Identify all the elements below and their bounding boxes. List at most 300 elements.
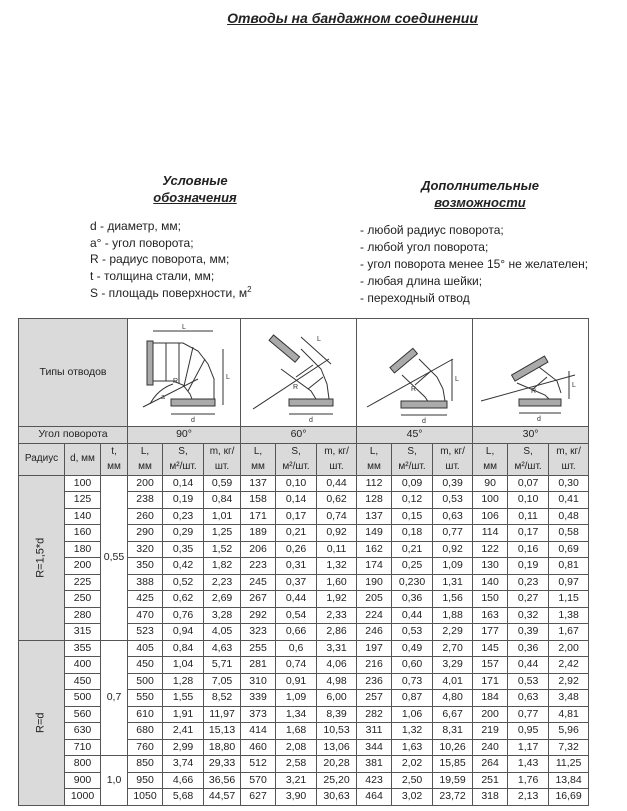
value-cell: 0,41 xyxy=(549,492,589,509)
value-cell: 310 xyxy=(241,673,276,690)
diagram-label-r: R xyxy=(173,378,179,385)
value-cell: 0,31 xyxy=(276,558,317,575)
value-cell: 470 xyxy=(128,607,163,624)
d-cell: 180 xyxy=(65,541,101,558)
value-cell: 177 xyxy=(473,624,508,641)
value-cell: 1,01 xyxy=(204,508,241,525)
value-cell: 4,06 xyxy=(317,657,357,674)
value-cell: 206 xyxy=(241,541,276,558)
value-cell: 163 xyxy=(473,607,508,624)
value-cell: 200 xyxy=(473,706,508,723)
value-cell: 0,26 xyxy=(276,541,317,558)
value-cell: 149 xyxy=(357,525,392,542)
value-cell: 7,05 xyxy=(204,673,241,690)
value-cell: 8,39 xyxy=(317,706,357,723)
value-cell: 0,07 xyxy=(508,475,549,492)
value-cell: 157 xyxy=(473,657,508,674)
value-cell: 0,09 xyxy=(392,475,433,492)
d-cell: 160 xyxy=(65,525,101,542)
value-cell: 0,52 xyxy=(163,574,204,591)
value-cell: 122 xyxy=(473,541,508,558)
value-cell: 0,74 xyxy=(317,508,357,525)
angle-45: 45° xyxy=(357,427,473,444)
value-cell: 251 xyxy=(473,772,508,789)
value-cell: 610 xyxy=(128,706,163,723)
value-cell: 0,69 xyxy=(549,541,589,558)
value-cell: 512 xyxy=(241,756,276,773)
option-item: - любой угол поворота; xyxy=(360,240,489,254)
table-row xyxy=(19,756,589,773)
value-cell: 2,86 xyxy=(317,624,357,641)
diagram-label-l: L xyxy=(572,382,576,389)
value-cell: 0,39 xyxy=(433,475,473,492)
column-header-row xyxy=(19,443,589,475)
value-cell: 950 xyxy=(128,772,163,789)
angle-row xyxy=(19,427,589,444)
d-cell: 450 xyxy=(65,673,101,690)
m-header: m, кг/ шт. xyxy=(317,443,357,475)
value-cell: 238 xyxy=(128,492,163,509)
value-cell: 0,12 xyxy=(392,492,433,509)
value-cell: 1,06 xyxy=(392,706,433,723)
diagram-label-l: L xyxy=(317,336,321,343)
elbow-30-icon xyxy=(473,319,589,426)
value-cell: 4,80 xyxy=(433,690,473,707)
value-cell: 0,21 xyxy=(276,525,317,542)
value-cell: 2,42 xyxy=(549,657,589,674)
value-cell: 0,18 xyxy=(392,525,433,542)
legend-item: S - площадь поверхности, $м^2$ xyxy=(90,284,252,300)
diagram-label-d: d xyxy=(309,417,313,424)
value-cell: 0,62 xyxy=(163,591,204,608)
value-cell: 264 xyxy=(473,756,508,773)
m-header: m, кг/ шт. xyxy=(204,443,241,475)
m-header: m, кг/ шт. xyxy=(433,443,473,475)
value-cell: 1,28 xyxy=(163,673,204,690)
value-cell: 6,67 xyxy=(433,706,473,723)
value-cell: 0,63 xyxy=(508,690,549,707)
legend-item: t - толщина стали, мм; xyxy=(90,269,215,284)
value-cell: 0,66 xyxy=(276,624,317,641)
value-cell: 8,52 xyxy=(204,690,241,707)
value-cell: 0,6 xyxy=(276,640,317,657)
value-cell: 1,15 xyxy=(549,591,589,608)
value-cell: 2,50 xyxy=(392,772,433,789)
diagram-label-d: d xyxy=(537,416,541,423)
value-cell: 311 xyxy=(357,723,392,740)
value-cell: 0,48 xyxy=(549,508,589,525)
value-cell: 44,57 xyxy=(204,789,241,806)
l-header: L, мм xyxy=(473,443,508,475)
value-cell: 3,90 xyxy=(276,789,317,806)
value-cell: 344 xyxy=(357,739,392,756)
diagram-label-r: R xyxy=(531,388,537,395)
value-cell: 0,92 xyxy=(317,525,357,542)
types-row xyxy=(19,319,589,427)
value-cell: 36,56 xyxy=(204,772,241,789)
value-cell: 0,19 xyxy=(163,492,204,509)
elbow-45-diagram xyxy=(357,319,473,427)
value-cell: 450 xyxy=(128,657,163,674)
value-cell: 3,48 xyxy=(549,690,589,707)
value-cell: 216 xyxy=(357,657,392,674)
d-cell: 250 xyxy=(65,591,101,608)
value-cell: 4,01 xyxy=(433,673,473,690)
value-cell: 320 xyxy=(128,541,163,558)
s-header: S, м²/шт. xyxy=(276,443,317,475)
value-cell: 388 xyxy=(128,574,163,591)
value-cell: 0,29 xyxy=(163,525,204,542)
value-cell: 1,32 xyxy=(317,558,357,575)
value-cell: 162 xyxy=(357,541,392,558)
value-cell: 4,66 xyxy=(163,772,204,789)
value-cell: 197 xyxy=(357,640,392,657)
value-cell: 1,52 xyxy=(204,541,241,558)
value-cell: 5,96 xyxy=(549,723,589,740)
value-cell: 0,44 xyxy=(508,657,549,674)
value-cell: 150 xyxy=(473,591,508,608)
l-header: L, мм xyxy=(241,443,276,475)
elbow-90-icon xyxy=(128,319,239,426)
d-cell: 100 xyxy=(65,475,101,492)
value-cell: 15,85 xyxy=(433,756,473,773)
value-cell: 1,63 xyxy=(392,739,433,756)
legend-heading-line1: Условные xyxy=(162,173,228,188)
value-cell: 1,17 xyxy=(508,739,549,756)
d-cell: 800 xyxy=(65,756,101,773)
value-cell: 0,53 xyxy=(392,624,433,641)
value-cell: 0,230 xyxy=(392,574,433,591)
value-cell: 224 xyxy=(357,607,392,624)
value-cell: 570 xyxy=(241,772,276,789)
value-cell: 1,09 xyxy=(433,558,473,575)
value-cell: 0,10 xyxy=(276,475,317,492)
value-cell: 1,31 xyxy=(433,574,473,591)
value-cell: 2,08 xyxy=(276,739,317,756)
value-cell: 3,28 xyxy=(204,607,241,624)
legend-item: d - диаметр, мм; xyxy=(90,219,181,233)
value-cell: 381 xyxy=(357,756,392,773)
value-cell: 0,53 xyxy=(433,492,473,509)
d-cell: 500 xyxy=(65,690,101,707)
value-cell: 5,71 xyxy=(204,657,241,674)
diagram-label-l: L xyxy=(455,376,459,383)
value-cell: 2,23 xyxy=(204,574,241,591)
elbow-90-diagram xyxy=(128,319,241,427)
d-cell: 200 xyxy=(65,558,101,575)
value-cell: 0,37 xyxy=(276,574,317,591)
value-cell: 3,02 xyxy=(392,789,433,806)
value-cell: 1,88 xyxy=(433,607,473,624)
types-label: Типы отводов xyxy=(19,319,128,427)
value-cell: 29,33 xyxy=(204,756,241,773)
l-header: L, мм xyxy=(357,443,392,475)
value-cell: 0,44 xyxy=(392,607,433,624)
option-item: - любая длина шейки; xyxy=(360,274,483,288)
value-cell: 0,54 xyxy=(276,607,317,624)
value-cell: 2,02 xyxy=(392,756,433,773)
value-cell: 0,44 xyxy=(317,475,357,492)
value-cell: 0,21 xyxy=(392,541,433,558)
d-cell: 125 xyxy=(65,492,101,509)
option-item: - любой радиус поворота; xyxy=(360,223,504,237)
t-header: t, мм xyxy=(101,443,128,475)
value-cell: 260 xyxy=(128,508,163,525)
value-cell: 15,13 xyxy=(204,723,241,740)
value-cell: 523 xyxy=(128,624,163,641)
value-cell: 140 xyxy=(473,574,508,591)
value-cell: 0,11 xyxy=(317,541,357,558)
value-cell: 1,92 xyxy=(317,591,357,608)
value-cell: 0,23 xyxy=(163,508,204,525)
value-cell: 257 xyxy=(357,690,392,707)
radius-cell: R=1,5*d xyxy=(19,475,65,640)
value-cell: 0,60 xyxy=(392,657,433,674)
s-header: S, м²/шт. xyxy=(163,443,204,475)
s-header: S, м²/шт. xyxy=(392,443,433,475)
option-item: - переходный отвод xyxy=(360,291,470,305)
value-cell: 1,09 xyxy=(276,690,317,707)
value-cell: 11,97 xyxy=(204,706,241,723)
value-cell: 760 xyxy=(128,739,163,756)
value-cell: 4,63 xyxy=(204,640,241,657)
d-cell: 140 xyxy=(65,508,101,525)
value-cell: 282 xyxy=(357,706,392,723)
value-cell: 0,23 xyxy=(508,574,549,591)
value-cell: 7,32 xyxy=(549,739,589,756)
value-cell: 128 xyxy=(357,492,392,509)
value-cell: 0,11 xyxy=(508,508,549,525)
value-cell: 184 xyxy=(473,690,508,707)
diagram-label-r: R xyxy=(293,384,299,391)
page-title: Отводы на бандажном соединении xyxy=(227,10,478,26)
options-heading-line1: Дополнительные xyxy=(421,178,539,193)
value-cell: 0,27 xyxy=(508,591,549,608)
l-header: L, мм xyxy=(128,443,163,475)
value-cell: 281 xyxy=(241,657,276,674)
value-cell: 0,10 xyxy=(508,492,549,509)
value-cell: 145 xyxy=(473,640,508,657)
value-cell: 0,19 xyxy=(508,558,549,575)
value-cell: 1,56 xyxy=(433,591,473,608)
value-cell: 19,59 xyxy=(433,772,473,789)
elbow-45-icon xyxy=(357,319,472,426)
value-cell: 0,42 xyxy=(163,558,204,575)
d-cell: 400 xyxy=(65,657,101,674)
value-cell: 100 xyxy=(473,492,508,509)
d-cell: 225 xyxy=(65,574,101,591)
value-cell: 0,76 xyxy=(163,607,204,624)
d-cell: 1000 xyxy=(65,789,101,806)
value-cell: 0,44 xyxy=(276,591,317,608)
value-cell: 0,62 xyxy=(317,492,357,509)
spec-table xyxy=(18,318,589,806)
value-cell: 550 xyxy=(128,690,163,707)
table-row xyxy=(19,640,589,657)
value-cell: 1,91 xyxy=(163,706,204,723)
value-cell: 246 xyxy=(357,624,392,641)
legend-list xyxy=(90,218,252,302)
value-cell: 0,17 xyxy=(508,525,549,542)
diagram-label-l: L xyxy=(182,324,186,331)
table-row xyxy=(19,475,589,492)
value-cell: 223 xyxy=(241,558,276,575)
value-cell: 1,25 xyxy=(204,525,241,542)
value-cell: 0,15 xyxy=(392,508,433,525)
value-cell: 0,30 xyxy=(549,475,589,492)
value-cell: 1,38 xyxy=(549,607,589,624)
value-cell: 0,53 xyxy=(508,673,549,690)
radius-cell: R=d xyxy=(19,640,65,805)
value-cell: 16,69 xyxy=(549,789,589,806)
value-cell: 0,95 xyxy=(508,723,549,740)
value-cell: 13,06 xyxy=(317,739,357,756)
angle-60: 60° xyxy=(241,427,357,444)
value-cell: 0,92 xyxy=(433,541,473,558)
value-cell: 1050 xyxy=(128,789,163,806)
value-cell: 219 xyxy=(473,723,508,740)
value-cell: 25,20 xyxy=(317,772,357,789)
value-cell: 4,98 xyxy=(317,673,357,690)
value-cell: 0,81 xyxy=(549,558,589,575)
value-cell: 373 xyxy=(241,706,276,723)
value-cell: 3,74 xyxy=(163,756,204,773)
value-cell: 0,97 xyxy=(549,574,589,591)
value-cell: 1,76 xyxy=(508,772,549,789)
value-cell: 10,53 xyxy=(317,723,357,740)
value-cell: 90 xyxy=(473,475,508,492)
value-cell: 627 xyxy=(241,789,276,806)
value-cell: 112 xyxy=(357,475,392,492)
value-cell: 1,82 xyxy=(204,558,241,575)
elbow-30-diagram xyxy=(473,319,589,427)
value-cell: 3,29 xyxy=(433,657,473,674)
angle-label: Угол поворота xyxy=(19,427,128,444)
value-cell: 0,84 xyxy=(163,640,204,657)
value-cell: 292 xyxy=(241,607,276,624)
value-cell: 2,29 xyxy=(433,624,473,641)
value-cell: 680 xyxy=(128,723,163,740)
value-cell: 5,68 xyxy=(163,789,204,806)
d-cell: 900 xyxy=(65,772,101,789)
t-cell: 0,55 xyxy=(101,475,128,640)
value-cell: 255 xyxy=(241,640,276,657)
value-cell: 2,41 xyxy=(163,723,204,740)
m-header: m, кг/ шт. xyxy=(549,443,589,475)
diagram-label-d: d xyxy=(191,417,195,424)
value-cell: 0,17 xyxy=(276,508,317,525)
legend-item: R - радиус поворота, мм; xyxy=(90,252,230,267)
value-cell: 20,28 xyxy=(317,756,357,773)
radius-header: Радиус xyxy=(19,443,65,475)
value-cell: 460 xyxy=(241,739,276,756)
value-cell: 323 xyxy=(241,624,276,641)
value-cell: 2,69 xyxy=(204,591,241,608)
value-cell: 0,49 xyxy=(392,640,433,657)
value-cell: 1,55 xyxy=(163,690,204,707)
value-cell: 6,00 xyxy=(317,690,357,707)
value-cell: 0,63 xyxy=(433,508,473,525)
d-cell: 560 xyxy=(65,706,101,723)
options-heading-line2: возможности xyxy=(434,195,526,210)
d-cell: 710 xyxy=(65,739,101,756)
diagram-label-l2: L xyxy=(226,374,230,381)
value-cell: 114 xyxy=(473,525,508,542)
value-cell: 1,68 xyxy=(276,723,317,740)
value-cell: 339 xyxy=(241,690,276,707)
diagram-label-a: a xyxy=(161,394,165,401)
value-cell: 0,25 xyxy=(392,558,433,575)
value-cell: 2,33 xyxy=(317,607,357,624)
value-cell: 4,81 xyxy=(549,706,589,723)
value-cell: 30,63 xyxy=(317,789,357,806)
value-cell: 0,35 xyxy=(163,541,204,558)
value-cell: 200 xyxy=(128,475,163,492)
value-cell: 1,60 xyxy=(317,574,357,591)
value-cell: 0,77 xyxy=(508,706,549,723)
angle-30: 30° xyxy=(473,427,589,444)
value-cell: 0,73 xyxy=(392,673,433,690)
d-cell: 315 xyxy=(65,624,101,641)
value-cell: 500 xyxy=(128,673,163,690)
value-cell: 1,67 xyxy=(549,624,589,641)
value-cell: 3,31 xyxy=(317,640,357,657)
value-cell: 4,05 xyxy=(204,624,241,641)
value-cell: 190 xyxy=(357,574,392,591)
value-cell: 0,36 xyxy=(508,640,549,657)
value-cell: 0,74 xyxy=(276,657,317,674)
value-cell: 137 xyxy=(241,475,276,492)
value-cell: 171 xyxy=(473,673,508,690)
legend-heading xyxy=(150,172,240,206)
value-cell: 1,04 xyxy=(163,657,204,674)
value-cell: 0,58 xyxy=(549,525,589,542)
option-item: - угол поворота менее 15° не желателен; xyxy=(360,257,589,271)
value-cell: 0,36 xyxy=(392,591,433,608)
value-cell: 425 xyxy=(128,591,163,608)
value-cell: 2,00 xyxy=(549,640,589,657)
value-cell: 414 xyxy=(241,723,276,740)
value-cell: 1,32 xyxy=(392,723,433,740)
d-cell: 280 xyxy=(65,607,101,624)
angle-90: 90° xyxy=(128,427,241,444)
value-cell: 0,77 xyxy=(433,525,473,542)
elbow-60-icon xyxy=(241,319,357,426)
value-cell: 1,34 xyxy=(276,706,317,723)
value-cell: 171 xyxy=(241,508,276,525)
value-cell: 23,72 xyxy=(433,789,473,806)
value-cell: 158 xyxy=(241,492,276,509)
t-cell: 0,7 xyxy=(101,640,128,756)
value-cell: 106 xyxy=(473,508,508,525)
diagram-label-r: R xyxy=(411,386,417,393)
value-cell: 0,91 xyxy=(276,673,317,690)
value-cell: 318 xyxy=(473,789,508,806)
value-cell: 0,32 xyxy=(508,607,549,624)
diagram-label-d: d xyxy=(422,418,426,425)
value-cell: 205 xyxy=(357,591,392,608)
value-cell: 13,84 xyxy=(549,772,589,789)
value-cell: 2,92 xyxy=(549,673,589,690)
value-cell: 236 xyxy=(357,673,392,690)
value-cell: 8,31 xyxy=(433,723,473,740)
value-cell: 2,99 xyxy=(163,739,204,756)
value-cell: 0,16 xyxy=(508,541,549,558)
value-cell: 0,84 xyxy=(204,492,241,509)
value-cell: 423 xyxy=(357,772,392,789)
value-cell: 245 xyxy=(241,574,276,591)
value-cell: 0,14 xyxy=(163,475,204,492)
